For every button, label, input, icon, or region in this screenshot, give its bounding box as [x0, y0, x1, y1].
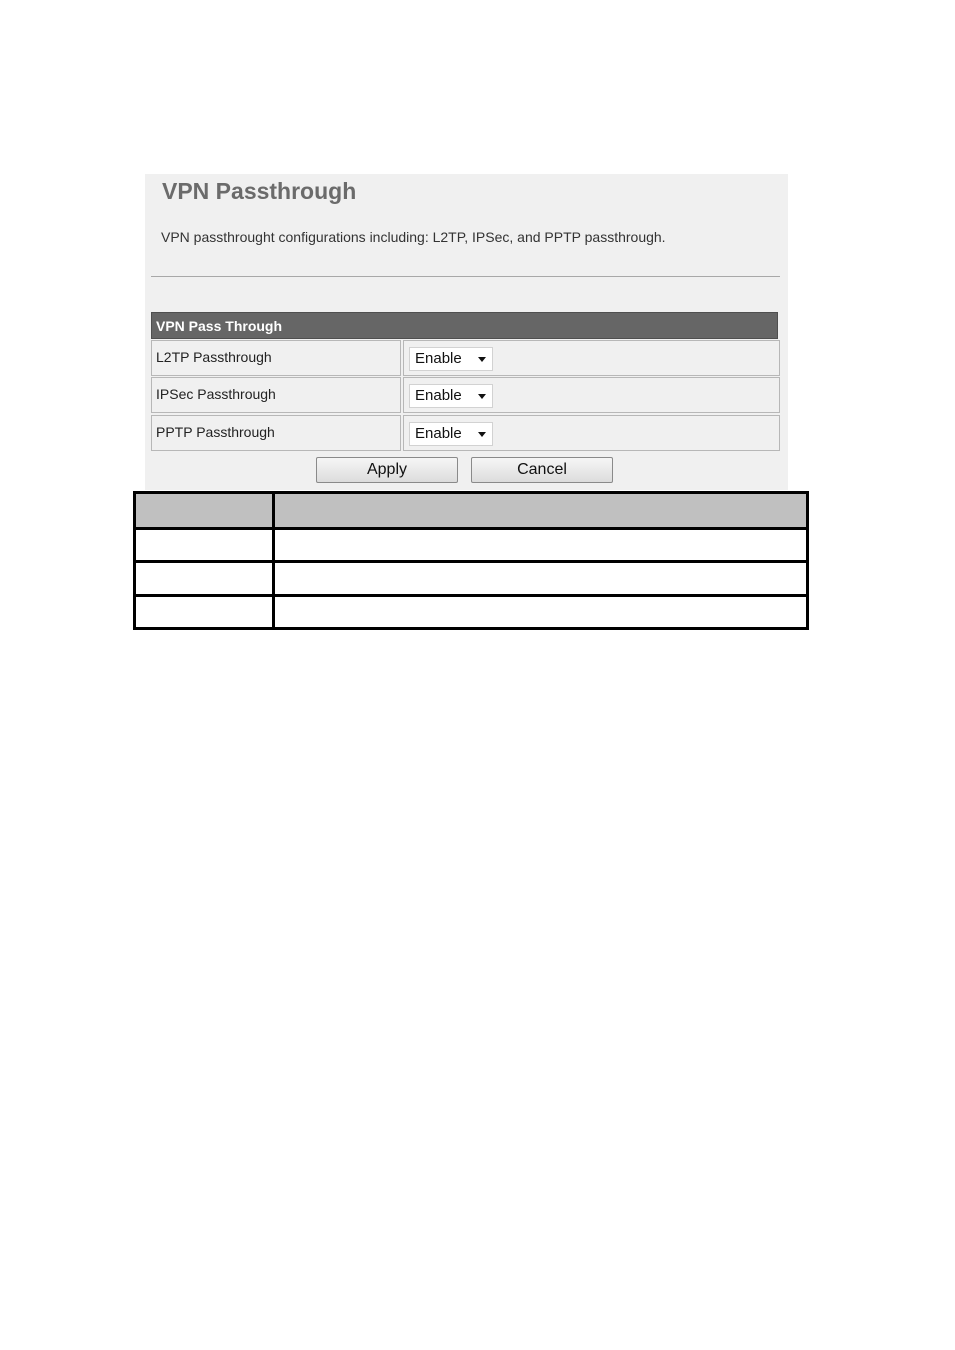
table-header-row: [135, 493, 808, 529]
page-description: VPN passthrought configurations including: L2TP, IPSec, and PPTP passthrough.: [161, 229, 666, 245]
divider: [151, 276, 780, 277]
select-value: Enable: [415, 387, 462, 404]
table-cell: [135, 528, 274, 561]
row-value-cell: [403, 415, 780, 451]
chevron-down-icon: [478, 394, 486, 399]
vpn-passthrough-panel: [145, 174, 788, 490]
l2tp-passthrough-select[interactable]: [409, 347, 493, 371]
select-value: Enable: [415, 350, 462, 367]
table-cell: [274, 562, 808, 595]
empty-document-table: [133, 491, 809, 630]
row-label: IPSec Passthrough: [151, 377, 401, 413]
cancel-button[interactable]: Cancel: [471, 457, 613, 483]
table-cell: [274, 595, 808, 628]
row-value-cell: [403, 340, 780, 376]
apply-button[interactable]: Apply: [316, 457, 458, 483]
chevron-down-icon: [478, 357, 486, 362]
table-row: [135, 528, 808, 561]
row-pptp-passthrough: [151, 415, 780, 451]
select-value: Enable: [415, 425, 462, 442]
table-row: [135, 562, 808, 595]
row-l2tp-passthrough: [151, 340, 780, 376]
table-header-cell: [135, 493, 274, 529]
table-cell: [135, 562, 274, 595]
table-cell: [274, 528, 808, 561]
page-title: VPN Passthrough: [162, 178, 357, 204]
section-header: VPN Pass Through: [151, 312, 778, 339]
chevron-down-icon: [478, 432, 486, 437]
row-label: L2TP Passthrough: [151, 340, 401, 376]
row-label: PPTP Passthrough: [151, 415, 401, 451]
row-value-cell: [403, 377, 780, 413]
table-header-cell: [274, 493, 808, 529]
pptp-passthrough-select[interactable]: [409, 422, 493, 446]
row-ipsec-passthrough: [151, 377, 780, 413]
table-row: [135, 595, 808, 628]
ipsec-passthrough-select[interactable]: [409, 384, 493, 408]
table-cell: [135, 595, 274, 628]
